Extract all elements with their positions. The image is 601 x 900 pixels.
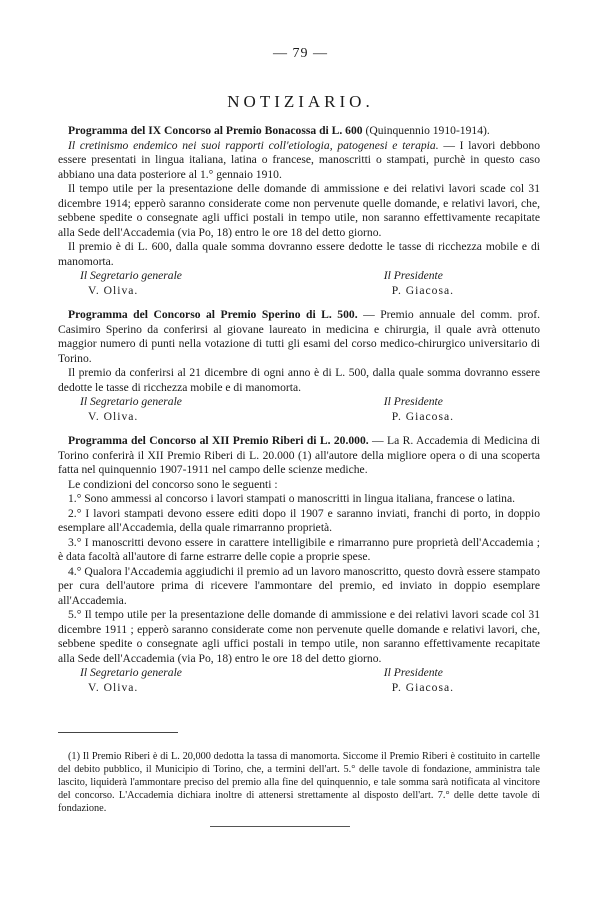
secretary-label: Il Segretario generale	[80, 666, 182, 679]
president-name: P. Giacosa.	[391, 680, 454, 694]
signature-block	[58, 395, 540, 424]
secretary-label: Il Segretario generale	[80, 395, 182, 408]
section-riberi	[58, 434, 540, 695]
secretary-name: V. Oliva.	[88, 283, 139, 297]
paragraph: Il premio è di L. 600, dalla quale somma dovranno essere dedotte le tasse di ricchezza mobile e di manomorta.	[58, 240, 540, 268]
section-heading-tail: — Premio annuale del comm. prof. Casimiro Sperino da conferirsi al giovane laureato in medicina e chirurgia, il quale avrà ottenuto maggior numero di punti nella votazione di tutti gli esami del corso medico-chirurgico universitario di Torino.	[58, 308, 540, 365]
page-bottom-rule	[210, 826, 350, 827]
footnote-divider	[58, 732, 178, 733]
theme-tail: — I lavori debbono essere presentati in lingua italiana, latina o francese, manoscritti o stampati, purchè in questo caso abbiano una data posteriore al 1.° gennaio 1910.	[58, 138, 540, 181]
page-title: NOTIZIARIO.	[227, 92, 374, 111]
condition-item: 5.° Il tempo utile per la presentazione delle domande di ammissione e dei relativi lavori scade col 31 dicembre 1911 ; epperò saranno considerate come non pervenute quelle domande e relativi lavori, che, sebbene spedite o consegnate agli uffici postali in tempo utile, non saranno effettivamente recapitate alla Sede dell'Accademia (via Po, 18) entro le ore 18 del detto giorno.	[58, 608, 540, 665]
conditions-intro: Le condizioni del concorso sono le seguenti :	[68, 477, 278, 491]
president-name: P. Giacosa.	[391, 409, 454, 423]
president-label: Il Presidente	[383, 395, 443, 408]
president-name: P. Giacosa.	[391, 283, 454, 297]
president-label: Il Presidente	[383, 666, 443, 679]
paragraph: Il tempo utile per la presentazione delle domande di ammissione e dei relativi lavori scade col 31 dicembre 1914; epperò saranno considerate come non pervenute quelle domande, e relativi lavori, che, sebbene spedite o consegnate agli uffici postali in tempo utile, non saranno effettivamente recapitate alla Sede dell'Accademia (via Po, 18) entro le ore 18 del detto giorno.	[58, 182, 540, 239]
section-sperino	[58, 308, 540, 424]
paragraph: Il premio da conferirsi al 21 dicembre di ogni anno è di L. 500, dalla quale somma dovranno essere dedotte le tasse di ricchezza mobile e di manomorta.	[58, 366, 540, 394]
section-heading-tail: (Quinquennio 1910-1914).	[362, 124, 490, 137]
section-heading-paragraph	[58, 124, 540, 139]
president-label: Il Presidente	[383, 269, 443, 282]
section-heading: Programma del IX Concorso al Premio Bonacossa di L. 600	[68, 124, 363, 137]
section-heading: Programma del Concorso al Premio Sperino di L. 500.	[68, 308, 358, 321]
footnote: (1) Il Premio Riberi è di L. 20,000 dedotta la tassa di manomorta. Siccome il Premio Riberi è costituito in cartelle del debito pubblico, il Municipio di Torino, che, a termini dell'art. 5.° delle tavole di fondazione, amministra tale lascito, liquiderà l'ammontare preciso del premio alla fine del quinquennio, e tale somma sarà notificata al vincitore del concorso. L'Accademia dichiara inoltre di attenersi strettamente al disposto dell'art. 7.° delle dette tavole di fondazione.	[58, 751, 540, 815]
condition-item: 3.° I manoscritti devono essere in carattere intelligibile e rimarranno pure proprietà dell'Accademia ; è data facoltà all'autore di farne estrarre delle copie a proprie spese.	[58, 535, 540, 563]
section-heading-paragraph	[58, 434, 540, 478]
signature-block	[58, 666, 540, 695]
document-body	[58, 124, 540, 705]
president-signature	[384, 395, 454, 424]
secretary-label: Il Segretario generale	[80, 269, 182, 282]
condition-item: 1.° Sono ammessi al concorso i lavori stampati o manoscritti in lingua italiana, francese o latina.	[68, 492, 516, 505]
secretary-signature	[80, 269, 182, 298]
theme-title: Il cretinismo endemico nei suoi rapporti coll'etiologia, patogenesi e terapia.	[68, 138, 439, 152]
section-heading: Programma del Concorso al XII Premio Riberi di L. 20.000.	[68, 434, 369, 447]
secretary-name: V. Oliva.	[88, 680, 139, 694]
secretary-signature	[80, 395, 182, 424]
secretary-name: V. Oliva.	[88, 409, 139, 423]
theme-paragraph	[58, 139, 540, 183]
section-heading-paragraph	[58, 308, 540, 366]
condition-item: 2.° I lavori stampati devono essere editi dopo il 1907 e saranno inviati, franchi di porto, in doppio esemplare all'Accademia, della quale rimarranno proprietà.	[58, 506, 540, 534]
section-heading-tail: — La R. Accademia di Medicina di Torino conferirà il XII Premio Riberi di L. 20.000 (1) all'autore della migliore opera o di una scoperta fatta nel quinquennio 1907-1911 nel campo delle scienze mediche.	[58, 434, 540, 476]
section-bonacossa	[58, 124, 540, 298]
signature-block	[58, 269, 540, 298]
president-signature	[384, 269, 454, 298]
condition-item: 4.° Qualora l'Accademia aggiudichi il premio ad un lavoro manoscritto, questo dovrà essere stampato per cura dell'autore prima di ricevere l'ammontare del premio, ed inviato in doppio esemplare all'Accademia.	[58, 564, 540, 607]
page-number: — 79 —	[273, 46, 328, 61]
secretary-signature	[80, 666, 182, 695]
president-signature	[384, 666, 454, 695]
